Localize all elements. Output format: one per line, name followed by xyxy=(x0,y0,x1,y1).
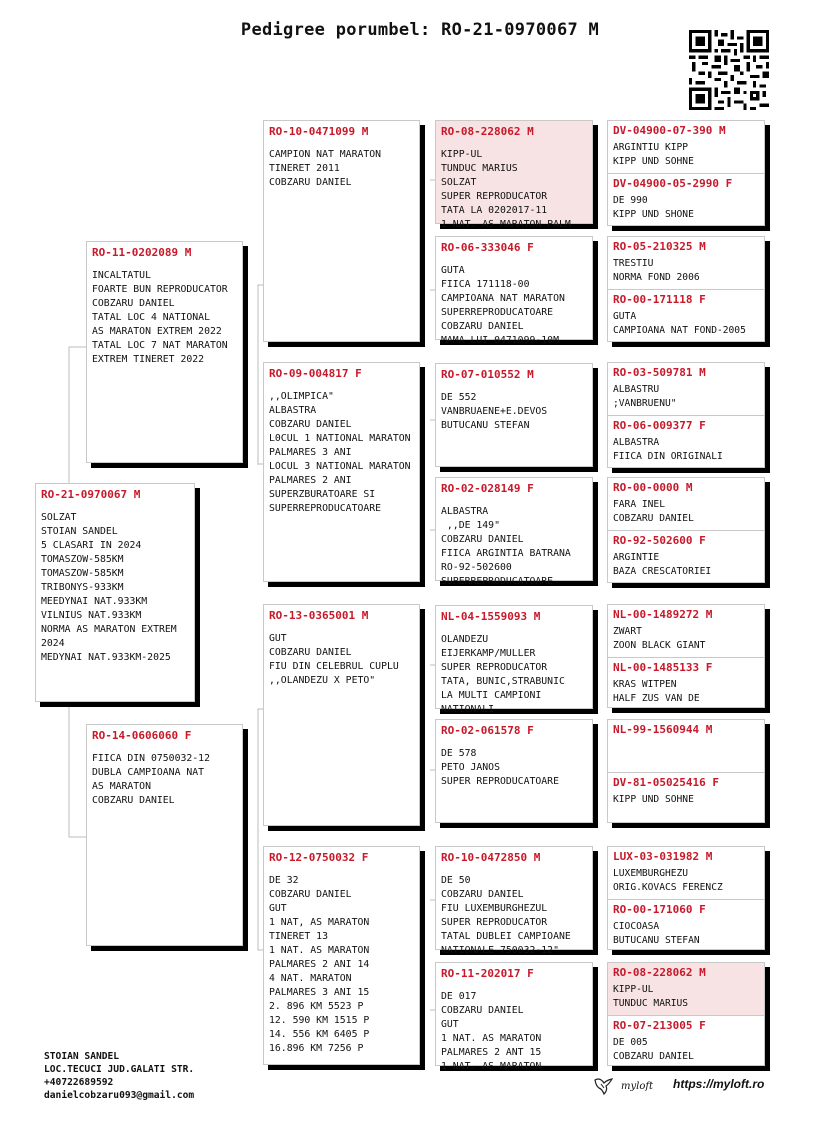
great-grandparent-ring-id: NL-04-1559093 M xyxy=(441,610,541,623)
subject-card[interactable] xyxy=(35,483,195,702)
great-grandparent-description: KIPP-UL TUNDUC MARIUS SOLZAT SUPER REPRODUCATOR TATA LA 0202017-11 1 NAT. AS MARATON PALM xyxy=(441,149,571,230)
great-grandparent-description: DE 552 VANBRUAENE+E.DEVOS BUTUCANU STEFAN xyxy=(441,392,548,431)
gen5-description: ARGINTIE BAZA CRESCATORIEI xyxy=(613,552,712,577)
grandparent-description: CAMPION NAT MARATON TINERET 2011 COBZARU DANIEL xyxy=(269,149,382,188)
grandparent-card[interactable] xyxy=(263,120,420,342)
gen5-sire-entry[interactable] xyxy=(608,121,764,173)
owner-address: LOC.TECUCI JUD.GALATI STR. xyxy=(44,1064,195,1075)
page-title: Pedigree porumbel: RO-21-0970067 M xyxy=(240,20,600,40)
gen5-description: GUTA CAMPIOANA NAT FOND-2005 xyxy=(613,311,746,336)
gen5-description: KIPP-UL TUNDUC MARIUS xyxy=(613,984,689,1009)
grandparent-card[interactable] xyxy=(263,362,420,582)
gen5-ring-id: DV-04900-07-390 M xyxy=(613,124,726,137)
gen5-ring-id: DV-81-05025416 F xyxy=(613,776,719,789)
gen5-ring-id: LUX-03-031982 M xyxy=(613,850,713,863)
pigeon-logo-icon xyxy=(593,1076,615,1096)
grandparent-ring-id: RO-12-0750032 F xyxy=(269,851,369,864)
sire-ring-id: RO-11-0202089 M xyxy=(92,246,192,259)
gen5-ring-id: RO-06-009377 F xyxy=(613,419,706,432)
grandparent-ring-id: RO-13-0365001 M xyxy=(269,609,369,622)
great-grandparent-description: ALBASTRA ,,DE 149" COBZARU DANIEL FIICA ARGINTIA BATRANA RO-92-502600 SUPERREPRODUCATOARE xyxy=(441,506,571,587)
gen5-description: TRESTIU NORMA FOND 2006 xyxy=(613,258,700,283)
great-grandparent-card[interactable] xyxy=(435,236,593,346)
great-grandparent-description: GUTA FIICA 171118-00 CAMPIOANA NAT MARATON SUPERREPRODUCATOARE COBZARU DANIEL MAMA LUI 0471099-10M xyxy=(441,265,565,346)
gen5-sire-entry[interactable] xyxy=(608,963,764,1015)
owner-email: danielcobzaru093@gmail.com xyxy=(44,1090,195,1101)
dam-card[interactable] xyxy=(86,724,243,946)
great-grandparent-description: DE 50 COBZARU DANIEL FIU LUXEMBURGHEZUL SUPER REPRODUCATOR TATAL DUBLEI CAMPIOANE NATIONALE 750032-12" xyxy=(441,875,571,956)
gen5-ring-id: RO-08-228062 M xyxy=(613,966,706,979)
dam-ring-id: RO-14-0606060 F xyxy=(92,729,192,742)
great-grandparent-description: DE 017 COBZARU DANIEL GUT 1 NAT. AS MARATON PALMARES 2 ANT 15 1 NAT. AS MARATON xyxy=(441,991,542,1072)
gen5-ring-id: RO-00-171118 F xyxy=(613,293,706,306)
gen5-sire-entry[interactable] xyxy=(608,847,764,899)
great-grandparent-ring-id: RO-02-028149 F xyxy=(441,482,534,495)
gen5-description: KIPP UND SOHNE xyxy=(613,794,694,805)
great-grandparent-card[interactable] xyxy=(435,363,593,467)
gen5-description: ALBASTRA FIICA DIN ORIGINALI xyxy=(613,437,723,462)
sire-description: INCALTATUL FOARTE BUN REPRODUCATOR COBZARU DANIEL TATAL LOC 4 NATIONAL AS MARATON EXTREM 2022 TATAL LOC 7 NAT MARATON EXTREM TINERET 2022 xyxy=(92,270,228,365)
gen5-ring-id: NL-00-1485133 F xyxy=(613,661,713,674)
gen5-pair-card xyxy=(607,604,765,708)
gen5-pair-card xyxy=(607,236,765,342)
gen5-ring-id: NL-00-1489272 M xyxy=(613,608,713,621)
gen5-sire-entry[interactable] xyxy=(608,478,764,530)
gen5-sire-entry[interactable] xyxy=(608,720,764,772)
great-grandparent-card[interactable] xyxy=(435,477,593,587)
grandparent-description: ,,OLIMPICA" ALBASTRA COBZARU DANIEL L0CUL 1 NATIONAL MARATON PALMARES 3 ANI LOCUL 3 NATIONAL MARATON PALMARES 2 ANI SUPERZBURATOARE SI SUPERREPRODUCATOARE xyxy=(269,391,411,514)
gen5-ring-id: RO-00-171060 F xyxy=(613,903,706,916)
gen5-pair-card xyxy=(607,120,765,226)
gen5-pair-card xyxy=(607,962,765,1066)
great-grandparent-description: DE 578 PETO JANOS SUPER REPRODUCATOARE xyxy=(441,748,559,787)
gen5-dam-entry[interactable] xyxy=(608,174,764,227)
great-grandparent-card[interactable] xyxy=(435,120,593,230)
subject-description: SOLZAT STOIAN SANDEL 5 CLASARI IN 2024 TOMASZOW-585KM TOMASZOW-585KM TRIBONYS-933KM MEEDYNAI NAT.933KM VILNIUS NAT.933KM NORMA AS MARATON EXTREM 2024 MEDYNAI NAT.933KM-2025 xyxy=(41,512,177,663)
gen5-ring-id: RO-07-213005 F xyxy=(613,1019,706,1032)
gen5-description: DE 005 COBZARU DANIEL xyxy=(613,1037,694,1062)
gen5-dam-entry[interactable] xyxy=(608,900,764,951)
great-grandparent-card[interactable] xyxy=(435,846,593,956)
gen5-description: ARGINTIU KIPP KIPP UND SOHNE xyxy=(613,142,694,167)
gen5-pair-card xyxy=(607,846,765,950)
gen5-ring-id: RO-92-502600 F xyxy=(613,534,706,547)
website-link[interactable]: https://myloft.ro xyxy=(673,1077,765,1091)
owner-info xyxy=(44,1050,194,1102)
gen5-description: LUXEMBURGHEZU ORIG.KOVACS FERENCZ xyxy=(613,868,723,893)
gen5-dam-entry[interactable] xyxy=(608,658,764,709)
great-grandparent-description: OLANDEZU EIJERKAMP/MULLER SUPER REPRODUCATOR TATA, BUNIC,STRABUNIC LA MULTI CAMPIONI NATIONALI xyxy=(441,634,565,715)
great-grandparent-card[interactable] xyxy=(435,962,593,1072)
great-grandparent-ring-id: RO-06-333046 F xyxy=(441,241,534,254)
sire-card[interactable] xyxy=(86,241,243,463)
great-grandparent-ring-id: RO-02-061578 F xyxy=(441,724,534,737)
great-grandparent-ring-id: RO-07-010552 M xyxy=(441,368,534,381)
gen5-sire-entry[interactable] xyxy=(608,363,764,415)
gen5-ring-id: DV-04900-05-2990 F xyxy=(613,177,733,190)
grandparent-ring-id: RO-09-004817 F xyxy=(269,367,362,380)
gen5-pair-card xyxy=(607,477,765,583)
great-grandparent-ring-id: RO-08-228062 M xyxy=(441,125,534,138)
great-grandparent-ring-id: RO-11-202017 F xyxy=(441,967,534,980)
gen5-description: CIOCOASA BUTUCANU STEFAN xyxy=(613,921,700,946)
subject-ring-id: RO-21-0970067 M xyxy=(41,488,141,501)
gen5-dam-entry[interactable] xyxy=(608,290,764,343)
gen5-ring-id: RO-05-210325 M xyxy=(613,240,706,253)
gen5-description: ZWART ZOON BLACK GIANT xyxy=(613,626,706,651)
grandparent-card[interactable] xyxy=(263,604,420,826)
grandparent-card[interactable] xyxy=(263,846,420,1065)
brand-name: myloft xyxy=(621,1080,654,1092)
gen5-description: ALBASTRU ;VANBRUENU" xyxy=(613,384,677,409)
gen5-dam-entry[interactable] xyxy=(608,1016,764,1067)
gen5-ring-id: RO-03-509781 M xyxy=(613,366,706,379)
gen5-description: KRAS WITPEN HALF ZUS VAN DE xyxy=(613,679,700,704)
grandparent-description: DE 32 COBZARU DANIEL GUT 1 NAT, AS MARATON TINERET 13 1 NAT. AS MARATON PALMARES 2 ANI 14 4 NAT. MARATON PALMARES 3 ANI 15 2. 896 KM 5523 P 12. 590 KM 1515 P 14. 556 KM 6405 P 16.896 KM 7256 P xyxy=(269,875,370,1054)
gen5-ring-id: RO-00-0000 M xyxy=(613,481,693,494)
great-grandparent-card[interactable] xyxy=(435,719,593,823)
owner-name: STOIAN SANDEL xyxy=(44,1051,120,1062)
gen5-dam-entry[interactable] xyxy=(608,773,764,824)
gen5-pair-card xyxy=(607,362,765,468)
owner-phone: +40722689592 xyxy=(44,1077,114,1088)
gen5-description: FARA INEL COBZARU DANIEL xyxy=(613,499,694,524)
grandparent-ring-id: RO-10-0471099 M xyxy=(269,125,369,138)
dam-description: FIICA DIN 0750032-12 DUBLA CAMPIOANA NAT AS MARATON COBZARU DANIEL xyxy=(92,753,210,806)
gen5-sire-entry[interactable] xyxy=(608,237,764,289)
gen5-pair-card xyxy=(607,719,765,823)
great-grandparent-ring-id: RO-10-0472850 M xyxy=(441,851,541,864)
great-grandparent-card[interactable] xyxy=(435,605,593,715)
grandparent-description: GUT COBZARU DANIEL FIU DIN CELEBRUL CUPLU ,,OLANDEZU X PETO" xyxy=(269,633,399,686)
gen5-description: DE 990 KIPP UND SHONE xyxy=(613,195,694,220)
brand-logo xyxy=(593,1076,653,1096)
gen5-dam-entry[interactable] xyxy=(608,531,764,584)
gen5-dam-entry[interactable] xyxy=(608,416,764,469)
gen5-ring-id: NL-99-1560944 M xyxy=(613,723,713,736)
gen5-sire-entry[interactable] xyxy=(608,605,764,657)
